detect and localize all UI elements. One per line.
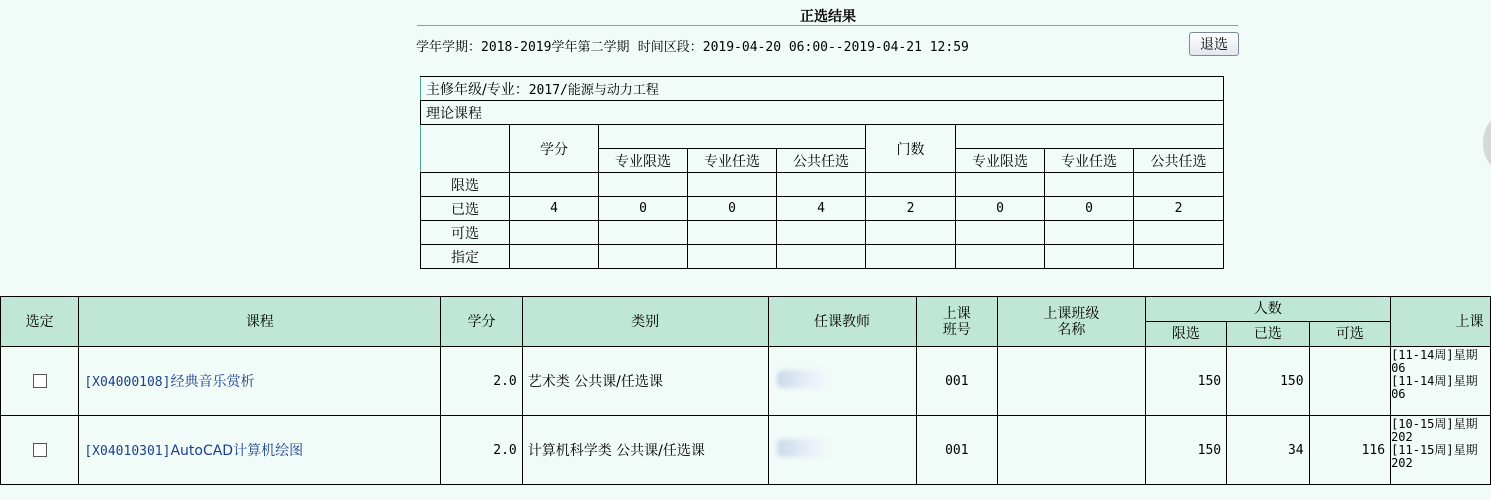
course-table xyxy=(0,296,1491,485)
period-value: 2019-04-20 06:00--2019-04-21 12:59 xyxy=(702,40,969,55)
count-sub-cell: 0 xyxy=(1045,197,1134,221)
credit-sub-header: 公共任选 xyxy=(777,149,866,173)
selected-cell: 150 xyxy=(1227,347,1309,416)
count-sub-cell xyxy=(956,245,1045,269)
term-value: 2018-2019学年第二学期 xyxy=(481,40,630,55)
count-group-header xyxy=(956,125,1224,149)
category-cell: 艺术类 公共课/任选课 xyxy=(522,347,768,416)
teacher-name-redacted xyxy=(777,370,827,388)
count-sub-cell xyxy=(1134,221,1224,245)
class-name-cell xyxy=(998,347,1146,416)
header-class-no: 上课 班号 xyxy=(916,297,997,347)
count-sub-cell xyxy=(1134,245,1224,269)
credit-sub-cell: 4 xyxy=(777,197,866,221)
header-credit: 学分 xyxy=(441,297,522,347)
course-row xyxy=(1,347,1491,416)
credit-cell: 2.0 xyxy=(441,347,522,416)
class-no-cell: 001 xyxy=(916,347,997,416)
count-sub-cell: 0 xyxy=(956,197,1045,221)
summary-row xyxy=(421,173,1224,197)
course-cell xyxy=(79,347,441,416)
teacher-cell xyxy=(768,416,916,485)
major-value: 2017/能源与动力工程 xyxy=(528,82,659,98)
credit-sub-header: 专业任选 xyxy=(688,149,777,173)
header-time xyxy=(1391,297,1491,347)
course-name: 经典音乐赏析 xyxy=(170,374,255,390)
credit-sub-cell xyxy=(599,245,688,269)
count-sub-header: 公共任选 xyxy=(1134,149,1224,173)
count-sub-cell xyxy=(1045,221,1134,245)
credit-sub-cell xyxy=(599,173,688,197)
header-people-available: 可选 xyxy=(1309,322,1390,347)
count-cell: 2 xyxy=(866,197,956,221)
course-code: [X04000108] xyxy=(84,375,171,390)
course-link[interactable] xyxy=(84,444,303,459)
course-cell xyxy=(79,416,441,485)
count-sub-cell xyxy=(956,221,1045,245)
period-label: 时间区段： xyxy=(637,40,703,55)
header-course: 课程 xyxy=(79,297,441,347)
credit-sub-cell: 0 xyxy=(599,197,688,221)
count-sub-header: 专业任选 xyxy=(1045,149,1134,173)
withdraw-button[interactable]: 退选 xyxy=(1189,32,1239,56)
count-cell xyxy=(866,221,956,245)
teacher-name-redacted xyxy=(777,439,827,457)
category-cell: 计算机科学类 公共课/任选课 xyxy=(522,416,768,485)
credit-cell xyxy=(510,173,599,197)
credit-cell: 2.0 xyxy=(441,416,522,485)
time-cell: [11-14周]星期 06 [11-14周]星期 06 xyxy=(1391,347,1491,416)
count-sub-cell xyxy=(1045,173,1134,197)
select-cell xyxy=(1,416,79,485)
credit-cell xyxy=(510,221,599,245)
row-label: 限选 xyxy=(421,173,510,197)
header-people: 人数 xyxy=(1145,297,1390,322)
header-time-label: 上课 xyxy=(1455,313,1484,330)
count-sub-header: 专业限选 xyxy=(956,149,1045,173)
credit-group-header xyxy=(599,125,866,149)
credit-sub-cell xyxy=(688,173,777,197)
credit-sub-cell xyxy=(777,245,866,269)
header-people-limit: 限选 xyxy=(1145,322,1226,347)
row-label: 指定 xyxy=(421,245,510,269)
teacher-cell xyxy=(768,347,916,416)
term-info xyxy=(416,36,969,55)
course-link[interactable] xyxy=(84,375,254,390)
page-title: 正选结果 xyxy=(800,9,856,25)
header-people-selected: 已选 xyxy=(1227,322,1309,347)
course-row xyxy=(1,416,1491,485)
count-header: 门数 xyxy=(866,125,956,173)
credit-sub-cell xyxy=(688,221,777,245)
credit-sub-cell xyxy=(777,173,866,197)
header-category: 类别 xyxy=(522,297,768,347)
count-cell xyxy=(866,173,956,197)
scrollbar-handle[interactable] xyxy=(1483,118,1491,168)
row-label: 已选 xyxy=(421,197,510,221)
available-cell xyxy=(1309,347,1390,416)
header-select: 选定 xyxy=(1,297,79,347)
selected-cell: 34 xyxy=(1227,416,1309,485)
credit-cell: 4 xyxy=(510,197,599,221)
time-cell: [10-15周]星期 202 [11-15周]星期 202 xyxy=(1391,416,1491,485)
course-checkbox[interactable] xyxy=(33,374,47,388)
select-cell xyxy=(1,347,79,416)
course-checkbox[interactable] xyxy=(33,443,47,457)
limit-cell: 150 xyxy=(1145,347,1226,416)
credit-sub-cell xyxy=(599,221,688,245)
credit-sub-header: 专业限选 xyxy=(599,149,688,173)
credit-sub-cell xyxy=(688,245,777,269)
header-class-name: 上课班级 名称 xyxy=(998,297,1146,347)
count-sub-cell xyxy=(956,173,1045,197)
category-label: 理论课程 xyxy=(421,101,1224,125)
credit-sub-cell xyxy=(777,221,866,245)
summary-row xyxy=(421,197,1224,221)
class-name-cell xyxy=(998,416,1146,485)
credit-cell xyxy=(510,245,599,269)
credit-sub-cell: 0 xyxy=(688,197,777,221)
course-code: [X04010301] xyxy=(84,444,171,459)
header-teacher: 任课教师 xyxy=(768,297,916,347)
summary-row xyxy=(421,245,1224,269)
summary-row xyxy=(421,221,1224,245)
class-no-cell: 001 xyxy=(916,416,997,485)
count-sub-cell xyxy=(1134,173,1224,197)
title-divider xyxy=(417,25,1238,26)
limit-cell: 150 xyxy=(1145,416,1226,485)
course-name: AutoCAD计算机绘图 xyxy=(170,443,304,459)
major-row xyxy=(421,77,1224,101)
major-label: 主修年级/专业： xyxy=(426,81,529,98)
count-cell xyxy=(866,245,956,269)
available-cell: 116 xyxy=(1309,416,1390,485)
term-label: 学年学期： xyxy=(416,40,482,55)
credit-summary-table xyxy=(420,76,1224,269)
count-sub-cell xyxy=(1045,245,1134,269)
count-sub-cell: 2 xyxy=(1134,197,1224,221)
summary-corner-cell xyxy=(421,125,510,173)
credit-header: 学分 xyxy=(510,125,599,173)
row-label: 可选 xyxy=(421,221,510,245)
